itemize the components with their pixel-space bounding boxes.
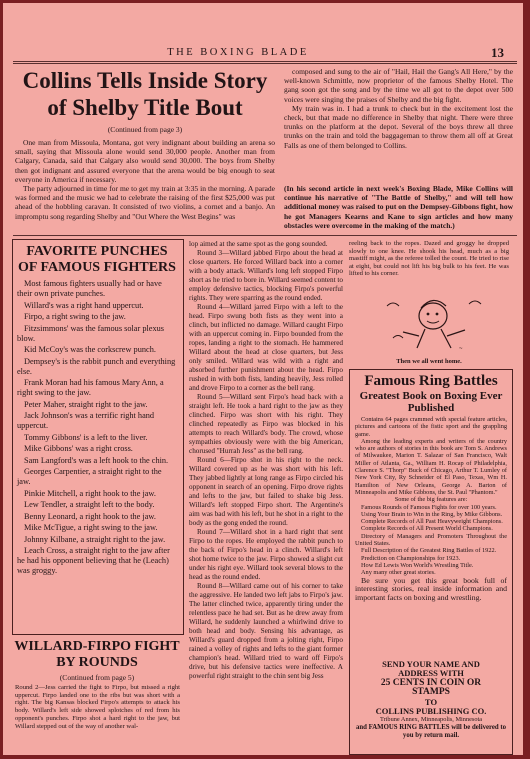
article-headline: Collins Tells Inside Story of Shelby Title Bout — [22, 68, 268, 120]
running-title: THE BOXING BLADE — [167, 47, 309, 58]
punch-item: Johnny Kilbane, a straight right to the jaw. — [24, 534, 166, 544]
willard-rounds-column — [189, 240, 343, 681]
article-paragraph: One man from Missoula, Montana, got very indignant about building an arena so small, saying that Missoula alone would send 30,000 people. Another man from Calgary, Canada, said that Calgary also would send 30,000. The boys from Shelby then got indignant and assured everyone that the arena would be big enough to seat everyone in America if necessary. — [15, 138, 275, 184]
famous-paragraph: Be sure you get this great book full of interesting stories, real inside information and important facts on boxing and wrestling. — [355, 575, 507, 603]
punch-item: Georges Carpentier, a straight right to the jaw. — [17, 467, 162, 486]
famous-paragraph: Among the leading experts and writers of the country who are authors of stories in this book are Tom S. Andrews of Milwaukee, Marion T. Salazar of San Francisco, Walt Miller of Atlanta, Ga., William H. Rocap of Philadelphia, Clarence S. "Thorp" Buck of Chicago, Arthur T. Lumley of New York City, Ry Schneider of El Paso, Texas, Wm H. Hamilton of New Orleans, George A. Barton of Minneapolis and Mike Gibbons, the St. Paul "Phantom." — [355, 437, 507, 496]
famous-feature: Full Description of the Greatest Ring Battles of 1922. — [361, 547, 497, 555]
punch-item: Firpo, a right swing to the jaw. — [24, 312, 126, 321]
punch-item: Sam Langford's was a left hook to the chin. — [24, 455, 169, 465]
round-paragraph: Round 8—Willard came out of his corner to take the aggressive. He landed two left jabs to Firpo's jaw. The latter clinched twice, apparently tiring under the relentless pace he had set. But as he drew away from Willard, he suddenly launched a whirlwind drive to both head and body. Sensing his advantage, as Willard's guard dropped from a jolting right, Firpo rained a volley of rights and lefts to the giant former champion's head. Willard tried to ward off Firpo's drive, but his defensive tactics were ineffective. A powerful right straight to the chin sent big Jess — [189, 582, 343, 680]
willard-continued: (Continued from page 5) — [59, 673, 135, 682]
punch-item: Kid McCoy's was the corkscrew punch. — [24, 345, 156, 354]
punch-item: Mike McTigue, a right swing to the jaw. — [24, 523, 158, 532]
punch-item: Frank Moran had his famous Mary Ann, a right swing to the jaw. — [17, 378, 164, 397]
round-paragraph: Round 6—Firpo shot in his right to the neck. Willard covered up as he was short with his left. They jabbed lightly at long range as Firpo circled his opponent in search of an opening. Firpo drove rights and lefts to the jaw, but failed to shake big Jess. Willard's left stopped Firpo short. The Argentine's aim was bad with his left, but he shot in a right to the body as the gong ended the round. — [189, 456, 343, 527]
famous-feature: Complete Records of All Present World Champions. — [361, 525, 493, 533]
famous-ad-body — [355, 416, 507, 603]
famous-paragraph: Contains 64 pages crammed with special feature articles, pictures and cartoons of the fistic sport and the grappling game. — [355, 416, 507, 438]
punch-item: Peter Maher, straight right to the jaw. — [24, 399, 148, 409]
famous-feature: How Ed Lewis Won World's Wrestling Title. — [361, 561, 474, 569]
header-rule-2 — [13, 63, 517, 64]
round-paragraph: Round 3—Willard jabbed Firpo about the head at close quarters. He forced Willard back into a corner with a body attack. Willard's long left stopped Firpo short as he tried to bore in. Willard seemed content to employ defensive tactics, blocking Firpo's powerful rights. They were sparring as the round ended. — [189, 249, 343, 302]
punch-item: Leach Cross, a straight right to the jaw after he had his opponent believing that he (Leach) was groggy. — [17, 546, 170, 575]
cartoon-illustration — [373, 286, 493, 354]
order-address: Tribune Annex, Minneapolis, Minnesota — [379, 716, 483, 724]
willard-round2: Round 2—Jess carried the fight to Firpo, but missed a right uppercut. Firpo landed one to the ribs but was short with a right. The big Kansas blocked Firpo's attempts to attack his body. Willard's left side showed splotches of red from his opponent's punches. Firpo shot a hard right to the jaw, but Willard stepped out of the way of another wal- — [15, 684, 180, 730]
editor-note: (In his second article in next week's Boxing Blade, Mike Collins will continue his narrative of "The Battle of Shelby," and will tell how additional money was raised to put on the Dempsey-Gibbons fight, how he got Managers Kearns and Kane to sign articles and how many obstacles were overcome in the making of the match.) — [284, 184, 513, 230]
punch-item: Mike Gibbons' was a right cross. — [24, 444, 133, 453]
svg-text:~: ~ — [459, 346, 463, 352]
order-line: 25 CENTS IN COIN OR — [380, 677, 482, 688]
famous-feature: Famous Rounds of Famous Fights for over 100 years. — [361, 503, 497, 511]
favorite-punches-title: FAVORITE PUNCHES OF FAMOUS FIGHTERS — [18, 244, 176, 275]
order-line: SEND YOUR NAME AND — [382, 659, 480, 669]
page-number: 13 — [491, 45, 504, 60]
article-paragraph: The party adjourned in time for me to get my train at 3:35 in the morning. A parade was formed and the music we had to celebrate the raising of the first $25,000 was put ahead of the hobbling caravan. It consisted of two violins, a cornet and a banjo. An impromptu song regarding Shelby and "Out Where the West Begins" was — [15, 184, 275, 221]
round-paragraph: Round 7—Willard shot in a hard right that sent Firpo to the ropes. He employed the rabbit punch to the back of Firpo's head in a clinch. Willard's left shot home twice to the jaw. Firpo showed a slight cut under his right eye. Willard took several blows to the head as the round ended. — [189, 528, 343, 581]
article-continued: (Continued from page 3) — [107, 125, 183, 134]
section-divider — [13, 235, 517, 236]
order-line: COLLINS PUBLISHING CO. — [375, 706, 487, 717]
cartoon-caption: Then we all went home. — [396, 358, 462, 365]
round-paragraph: Round 4—Willard jarred Firpo with a left to the head. Firpo swung both fists as they went into a clinch, but inflicted no damage. Willard caught Firpo with an uppercut coming in. Firpo bounded from the ropes, landing a right to the stomach. He hammered Willard about the head at close quarters, but Jess only smiled. Willard was wild with a right and absorbed further punishment about the head. Firpo rushed in with both fists, landing heavily, Jess rolled and drove Firpo to a corner as the bell rang. — [189, 303, 343, 392]
order-footer: and FAMOUS RING BATTLES will be delivered to you by return mail. — [355, 723, 507, 739]
order-line: TO — [424, 696, 438, 707]
famous-subtitle: Greatest Book on Boxing Ever Published — [359, 390, 503, 414]
article-col1 — [15, 138, 275, 221]
round-paragraph: Round 5—Willard sent Firpo's head back with a straight left. He took a hard right to the jaw as they clinched. Firpo was short with his right. They clinched repeatedly as Firpo was blocked in his attempts to reach Willard's body. The crowd, whose sympathies obviously were with the big American, chorused "Hurrah Jess" as the bell rang. — [189, 393, 343, 455]
punch-item: Benny Leonard, a right hook to the jaw. — [24, 511, 156, 521]
round-paragraph: lop aimed at the same spot as the gong sounded. — [189, 240, 328, 248]
famous-ad-header — [352, 373, 510, 414]
punch-item: Fitzsimmons' was the famous solar plexus blow. — [17, 323, 164, 343]
famous-feature: Directory of Managers and Promoters Throughout the United States. — [355, 532, 507, 548]
famous-order-block — [353, 660, 509, 740]
famous-title: Famous Ring Battles — [364, 373, 498, 389]
punch-item: Tommy Gibbons' is a left to the liver. — [24, 432, 148, 442]
punch-item: Most famous fighters usually had or have their own private punches. — [17, 279, 162, 298]
famous-feature: Prediction on Championships for 1923. — [361, 554, 461, 562]
punch-item: Willard's was a right hand uppercut. — [24, 300, 144, 310]
order-line: ADDRESS WITH — [398, 668, 464, 679]
famous-paragraph: Some of the big features are: — [394, 496, 468, 504]
header-rule — [13, 61, 517, 62]
order-line: STAMPS — [412, 687, 450, 698]
punch-item: Dempsey's is the rabbit punch and everything else. — [17, 356, 176, 376]
famous-feature: Using Your Brain to Win in the Ring, by Mike Gibbons. — [361, 510, 503, 518]
article-paragraph: My train was in. I had a trunk to check but in the excitement lost the check, but that made no difference in Shelby that night. There were three trunks on the platform at the depot. Several of the boys threw all three trunks on the train and told the baggageman to throw them all off at Great Falls as one of them belonged to Collins. — [284, 103, 513, 150]
willard-firpo-title: WILLARD-FIRPO FIGHT BY ROUNDS — [14, 639, 180, 670]
favorite-punches-list — [17, 279, 177, 578]
punch-item: Jack Johnson's was a terrific right hand uppercut. — [17, 411, 155, 430]
article-paragraph: composed and sung to the air of "Hail, Hail the Gang's All Here," by the well-known Schmittle, now proprietor of the famous Shelby Hotel. The gang soon got the song and by the time we all got to the depot over 500 voices were singing the praises of Shelby and the big fight. — [284, 67, 513, 104]
punch-item: Lew Tendler, a straight left to the body. — [24, 500, 155, 509]
willard-round8-end: reeling back to the ropes. Dazed and groggy he dropped slowly to one knee. He shook his head, much as a big mastiff might, as the referee tolled the count. He tried to rise at eight, but could not lift his big bulk to his feet. He was lifted to his corner. — [349, 240, 509, 278]
famous-feature: Any many other great stories. — [361, 569, 436, 577]
punch-item: Pinkie Mitchell, a right hook to the jaw. — [24, 488, 156, 498]
famous-feature: Complete Records of All Past Heavyweight Champions. — [361, 518, 503, 526]
article-col2 — [284, 67, 513, 150]
magazine-page — [3, 3, 523, 755]
